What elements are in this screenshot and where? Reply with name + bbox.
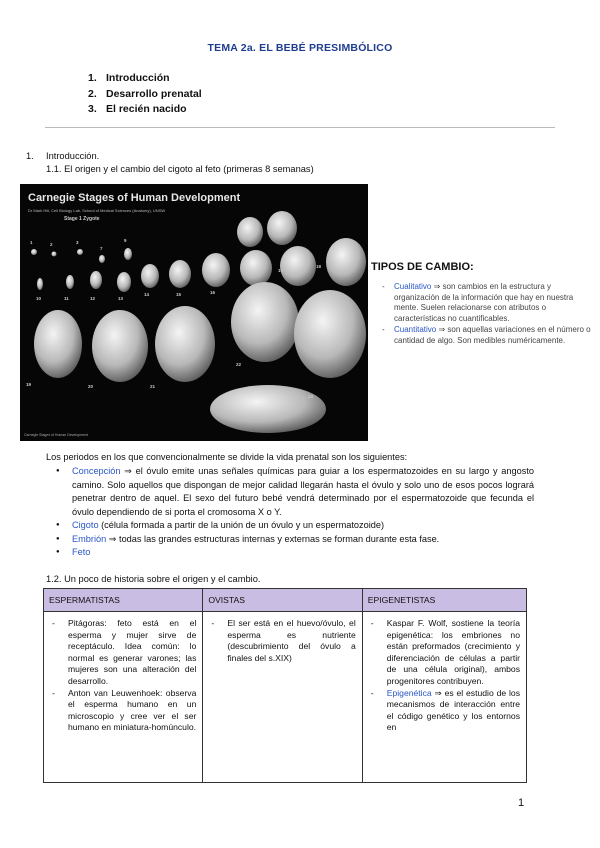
list-item: - Kaspar F. Wolf, sostiene la teoría epigenética: los embriones no están preformados (crecimiento y diferenciación de células a partir de una célula original), ambos progenitores contribuyen. — [369, 618, 520, 688]
subsection-heading: 1.2. Un poco de historia sobre el origen y el cambio. — [46, 574, 261, 584]
periods-list — [56, 465, 534, 560]
stage-label: 7 — [100, 246, 103, 251]
list-item: ● Concepción ⇒ el óvulo emite unas señales químicas para guiar a los espermatozoides en su largo y angosto camino. Solo aquellos que dispongan de mejor calidad llegarán hasta el óvulo y solo uno de esos pocos logrará penetrar dentro de aquel. El sexo del futuro bebé vendrá determinado por el espermatozoide que fecunda el óvulo dependiendo de si porta el cromosoma X o Y. — [56, 465, 534, 519]
carnegie-stages-image — [20, 184, 368, 441]
list-item: - Epigenética ⇒ es el estudio de los mecanismos de interacción entre el código genético y los entornos en — [369, 688, 520, 734]
list-item: ● Cigoto (célula formada a partir de la unión de un óvulo y un espermatozoide) — [56, 519, 534, 533]
stage-label: 11 — [64, 296, 69, 301]
toc-item: 2. Desarrollo prenatal — [88, 87, 202, 100]
stage-label: 19 — [26, 382, 32, 387]
stage-label: 22 — [236, 362, 242, 367]
stage-label: 13 — [118, 296, 124, 301]
list-item: - El ser está en el huevo/óvulo, el esperma es nutriente (descubrimiento del óvulo a finales del s.XIX) — [209, 618, 355, 664]
list-item: - Pitágoras: feto está en el esperma y mujer sirve de receptáculo. Idea común: lo normal es generar varones; las mujeres son una alteración del desarrollo. — [50, 618, 196, 688]
stage-label: 10 — [36, 296, 42, 301]
table-cell — [203, 612, 362, 783]
stage-label: 9 — [124, 238, 127, 243]
stage-label: 1 — [30, 240, 33, 245]
stage-label: 21 — [150, 384, 156, 389]
list-item: - Cualitativo ⇒ son cambios en la estructura y organización de la información que hay en nuestra mente. Suelen relacionarse con atributos o características no cuantificables. — [382, 282, 592, 324]
column-header: ESPERMATISTAS — [44, 589, 203, 612]
table-header-row — [44, 589, 527, 612]
column-header: OVISTAS — [203, 589, 362, 612]
tipos-heading: TIPOS DE CAMBIO: — [371, 261, 474, 273]
page-number: 1 — [518, 797, 525, 809]
section-heading: 1. Introducción. — [26, 151, 100, 161]
list-item: ● Embrión ⇒ todas las grandes estructuras internas y externas se forman durante esta fase. — [56, 533, 534, 547]
table-cell — [44, 612, 203, 783]
figure-title: Carnegie Stages of Human Development — [28, 192, 241, 204]
stage-label: 2 — [50, 242, 53, 247]
toc-item: 1. Introducción — [88, 72, 170, 84]
stage-label: 12 — [90, 296, 96, 301]
stage-label: 20 — [88, 384, 94, 389]
periods-intro: Los periodos en los que convencionalmente se divide la vida prenatal son los siguientes: — [46, 452, 408, 462]
stage-label: 23 — [308, 394, 314, 399]
stage-label: 16 — [210, 290, 216, 295]
stage-label: 17 — [278, 268, 284, 273]
list-item: - Cuantitativo ⇒ son aquellas variaciones en el número o cantidad de algo. Son medibles numéricamente. — [382, 325, 592, 346]
table-of-contents — [88, 72, 202, 119]
list-item: - Anton van Leuwenhoek: observa el esperma humano en un microscopio y cree ver el ser humano en miniatura-homúnculo. — [50, 688, 196, 734]
figure-subtitle: Dr Mark Hill, Cell Biology Lab, School of Medical Sciences (Anatomy), UNSW — [28, 208, 166, 213]
history-table — [43, 588, 527, 783]
list-item: ● Feto — [56, 546, 534, 560]
tipos-list — [382, 282, 592, 347]
stage-1-label: Stage 1 Zygote — [64, 216, 100, 222]
stage-label: 18 — [316, 264, 322, 269]
toc-item: 3. El recién nacido — [88, 103, 187, 115]
stage-label: 15 — [176, 292, 182, 297]
stage-label: 14 — [144, 292, 150, 297]
horizontal-divider — [45, 127, 555, 128]
subsection-heading: 1.1. El origen y el cambio del cigoto al feto (primeras 8 semanas) — [46, 164, 314, 174]
embryo-shapes — [20, 184, 368, 441]
table-row — [44, 612, 527, 783]
table-cell — [362, 612, 526, 783]
stage-label: 3 — [76, 240, 79, 245]
figure-credit: Carnegie Stages of Human Development — [24, 432, 88, 437]
column-header: EPIGENETISTAS — [362, 589, 526, 612]
page-title: TEMA 2a. EL BEBÉ PRESIMBÓLICO — [207, 42, 393, 54]
